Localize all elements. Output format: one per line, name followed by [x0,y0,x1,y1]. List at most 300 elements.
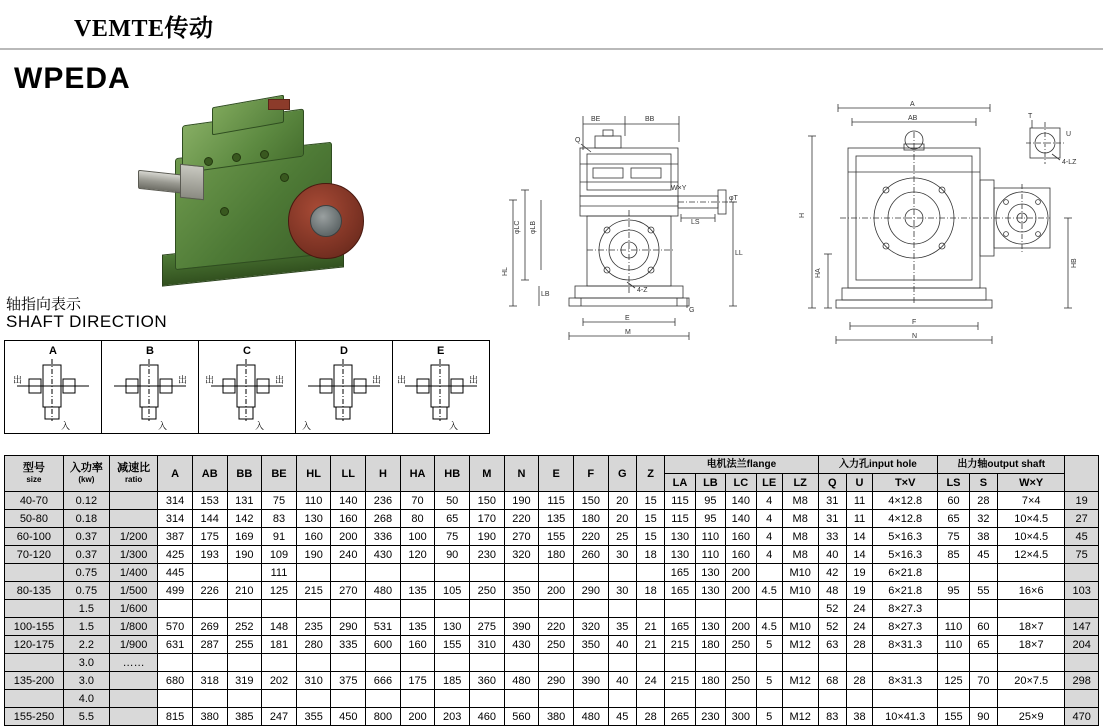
table-cell-LZ: M12 [782,672,818,690]
table-cell-HB: 185 [435,672,470,690]
svg-text:出: 出 [469,375,479,385]
col-header-a: A [158,456,193,492]
table-cell-A: 499 [158,582,193,600]
table-cell-E: 220 [539,618,574,636]
table-cell-ratio: 1/900 [109,636,157,654]
table-cell-BB [227,690,262,708]
svg-text:Q: Q [575,137,581,144]
table-cell-N [504,690,539,708]
col-header-lc: LC [726,474,756,492]
col-header-bb: BB [227,456,262,492]
table-cell-power: 3.0 [63,654,109,672]
table-cell-S [969,654,997,672]
table-cell-BE: 111 [262,564,297,582]
table-cell-F: 320 [573,618,608,636]
table-cell-F: 260 [573,546,608,564]
table-cell-E [539,654,574,672]
table-cell-BB: 252 [227,618,262,636]
table-cell-HB [435,564,470,582]
table-cell-LS [938,564,969,582]
table-cell-G [608,600,636,618]
table-cell-G: 30 [608,582,636,600]
col-header-la: LA [665,474,695,492]
table-cell-HL: 355 [296,708,331,726]
table-cell-Z [636,564,664,582]
table-cell-G: 35 [608,618,636,636]
shaft-direction-letter: D [340,345,348,357]
table-cell-S: 28 [969,492,997,510]
table-cell-A [158,600,193,618]
table-cell-LB [695,690,725,708]
table-cell-HB [435,600,470,618]
table-cell-LS [938,600,969,618]
table-cell-power: 0.18 [63,510,109,528]
table-cell-A: 631 [158,636,193,654]
col-header-ll: LL [331,456,366,492]
table-cell-H: 236 [366,492,401,510]
table-cell-size [5,600,64,618]
table-cell-N [504,564,539,582]
shaft-diagram-d-icon [296,341,392,433]
table-cell-G: 20 [608,510,636,528]
table-cell-LC: 140 [726,510,756,528]
svg-text:F: F [912,319,917,326]
table-cell-AB [192,654,227,672]
table-cell-TV: 6×21.8 [873,564,938,582]
svg-text:W×Y: W×Y [671,185,687,192]
col-header-f: F [573,456,608,492]
table-cell-HL [296,654,331,672]
table-cell-G: 45 [608,708,636,726]
table-cell-HB: 105 [435,582,470,600]
table-cell-HL: 110 [296,492,331,510]
table-cell-LE [756,564,782,582]
table-cell-LL: 200 [331,528,366,546]
table-cell-Q: 63 [818,636,846,654]
bolt-icon [232,153,241,162]
table-cell-H [366,654,401,672]
table-cell-HL [296,564,331,582]
table-cell-LL: 140 [331,492,366,510]
table-cell-F: 220 [573,528,608,546]
table-cell-weight [1065,564,1099,582]
table-cell-LA: 215 [665,636,695,654]
table-row [5,618,1099,636]
table-cell-H: 800 [366,708,401,726]
table-cell-HA [400,690,435,708]
col-header-wy: W×Y [998,474,1065,492]
svg-text:H: H [799,212,806,218]
table-cell-F: 150 [573,492,608,510]
table-cell-BB: 190 [227,546,262,564]
table-cell-BB: 210 [227,582,262,600]
table-cell-N [504,654,539,672]
table-cell-E [539,600,574,618]
col-header-u: U [846,474,872,492]
table-cell-Z: 18 [636,546,664,564]
table-cell-LE: 4 [756,510,782,528]
table-cell-LB: 110 [695,528,725,546]
table-cell-BE: 181 [262,636,297,654]
table-cell-weight: 470 [1065,708,1099,726]
table-cell-WY: 10×4.5 [998,510,1065,528]
table-cell-BB: 131 [227,492,262,510]
table-row [5,654,1099,672]
col-header-power: 入功率 (kw) [63,456,109,492]
table-cell-Z [636,600,664,618]
table-cell-LS: 110 [938,618,969,636]
table-cell-ratio: 1/500 [109,582,157,600]
svg-text:4-LZ: 4-LZ [1062,159,1077,166]
table-cell-Q: 48 [818,582,846,600]
table-cell-HL [296,600,331,618]
svg-text:出: 出 [205,375,215,385]
table-cell-BB [227,654,262,672]
table-cell-LC: 250 [726,672,756,690]
table-cell-HL: 190 [296,546,331,564]
svg-text:入: 入 [61,421,71,431]
table-cell-E [539,564,574,582]
table-cell-AB: 318 [192,672,227,690]
table-cell-LL: 375 [331,672,366,690]
table-cell-BE [262,600,297,618]
col-header-tv: T×V [873,474,938,492]
table-cell-LB: 180 [695,636,725,654]
table-cell-BB: 319 [227,672,262,690]
table-cell-LC: 250 [726,636,756,654]
table-cell-U: 14 [846,528,872,546]
table-cell-LA: 115 [665,510,695,528]
table-cell-LC: 160 [726,528,756,546]
table-cell-BE [262,690,297,708]
table-cell-S: 65 [969,636,997,654]
table-cell-power: 2.2 [63,636,109,654]
svg-text:E: E [625,315,630,322]
table-cell-LS: 85 [938,546,969,564]
table-cell-LS [938,654,969,672]
svg-text:出: 出 [275,375,285,385]
table-cell-power: 4.0 [63,690,109,708]
table-cell-AB [192,564,227,582]
table-cell-BE: 109 [262,546,297,564]
table-cell-WY: 10×4.5 [998,528,1065,546]
col-header-ab: AB [192,456,227,492]
table-cell-HL: 130 [296,510,331,528]
table-cell-A: 314 [158,510,193,528]
svg-text:φLB: φLB [530,220,537,234]
table-cell-M [470,654,505,672]
svg-text:入: 入 [158,421,168,431]
svg-text:出: 出 [372,375,382,385]
table-row [5,528,1099,546]
table-cell-weight: 75 [1065,546,1099,564]
table-cell-A [158,690,193,708]
table-cell-M: 190 [470,528,505,546]
table-cell-LC [726,600,756,618]
table-cell-size [5,564,64,582]
table-cell-M: 460 [470,708,505,726]
table-cell-power: 3.0 [63,672,109,690]
table-cell-Z: 28 [636,708,664,726]
table-cell-AB: 193 [192,546,227,564]
col-header-m: M [470,456,505,492]
shaft-direction-title [6,296,167,330]
col-header-ls: LS [938,474,969,492]
table-cell-U: 14 [846,546,872,564]
svg-text:AB: AB [908,115,918,122]
table-cell-G: 20 [608,492,636,510]
table-cell-G [608,654,636,672]
table-row [5,708,1099,726]
table-cell-A: 314 [158,492,193,510]
table-cell-Q [818,690,846,708]
model-title: WPEDA [14,62,131,95]
table-cell-M [470,690,505,708]
col-header-hb: HB [435,456,470,492]
table-cell-H: 268 [366,510,401,528]
svg-text:A: A [910,101,915,108]
table-cell-ratio [109,708,157,726]
table-cell-M: 275 [470,618,505,636]
table-cell-E: 250 [539,636,574,654]
table-cell-LZ: M8 [782,492,818,510]
table-cell-BB: 169 [227,528,262,546]
table-cell-LA: 165 [665,618,695,636]
table-cell-LB: 130 [695,618,725,636]
table-cell-M [470,564,505,582]
table-cell-HA: 135 [400,582,435,600]
svg-text:HL: HL [502,267,509,276]
table-cell-LE: 4.5 [756,618,782,636]
table-cell-power: 5.5 [63,708,109,726]
svg-text:G: G [689,307,695,314]
table-cell-G: 40 [608,672,636,690]
table-row [5,546,1099,564]
table-row [5,582,1099,600]
table-cell-LE: 4 [756,492,782,510]
table-cell-HA: 135 [400,618,435,636]
table-cell-F [573,654,608,672]
table-row [5,690,1099,708]
shaft-direction-cell-a [5,341,102,433]
table-cell-F: 350 [573,636,608,654]
table-cell-BE: 148 [262,618,297,636]
table-cell-WY: 7×4 [998,492,1065,510]
table-cell-LC: 140 [726,492,756,510]
specification-table-wrapper [4,455,1099,726]
table-cell-A: 445 [158,564,193,582]
table-cell-TV: 10×41.3 [873,708,938,726]
table-cell-AB: 175 [192,528,227,546]
svg-text:4-Z: 4-Z [637,287,648,294]
bolt-icon [220,207,229,216]
table-cell-LZ: M8 [782,510,818,528]
table-cell-HA: 175 [400,672,435,690]
table-cell-N [504,600,539,618]
table-cell-E: 380 [539,708,574,726]
table-cell-ratio: 1/400 [109,564,157,582]
table-cell-S [969,600,997,618]
col-group-output-shaft: 出力轴output shaft [938,456,1065,474]
table-cell-HA: 80 [400,510,435,528]
table-cell-LZ: M10 [782,618,818,636]
shaft-direction-letter: C [243,345,251,357]
table-cell-LA: 215 [665,672,695,690]
svg-text:LB: LB [541,291,550,298]
table-cell-LZ: M10 [782,564,818,582]
col-header-hl: HL [296,456,331,492]
table-cell-HB: 90 [435,546,470,564]
shaft-diagram-e-icon [393,341,489,433]
table-cell-E: 135 [539,510,574,528]
table-cell-AB: 380 [192,708,227,726]
table-cell-HA: 200 [400,708,435,726]
table-cell-E: 180 [539,546,574,564]
table-row [5,492,1099,510]
table-cell-LZ: M12 [782,636,818,654]
table-cell-BE: 202 [262,672,297,690]
table-cell-LC: 160 [726,546,756,564]
table-cell-S [969,690,997,708]
table-cell-LS [938,690,969,708]
table-cell-ratio [109,510,157,528]
table-cell-U: 11 [846,510,872,528]
table-cell-AB [192,600,227,618]
table-cell-LB: 110 [695,546,725,564]
table-cell-TV: 8×31.3 [873,636,938,654]
table-cell-WY: 16×6 [998,582,1065,600]
table-cell-TV: 8×31.3 [873,672,938,690]
table-cell-S [969,564,997,582]
svg-text:M: M [625,329,631,336]
col-header-h: H [366,456,401,492]
table-cell-M: 310 [470,636,505,654]
table-cell-LC: 300 [726,708,756,726]
table-cell-power: 0.37 [63,546,109,564]
svg-text:HB: HB [1071,258,1078,268]
table-cell-LS: 95 [938,582,969,600]
shaft-direction-letter: E [437,345,445,357]
table-cell-power: 0.12 [63,492,109,510]
table-cell-E: 155 [539,528,574,546]
table-cell-ratio [109,672,157,690]
table-cell-G: 25 [608,528,636,546]
table-cell-S: 45 [969,546,997,564]
table-cell-A: 570 [158,618,193,636]
table-cell-TV: 4×12.8 [873,492,938,510]
side-view-drawing [790,88,1090,358]
svg-text:出: 出 [178,375,188,385]
table-cell-Q: 31 [818,492,846,510]
table-cell-U: 28 [846,672,872,690]
table-cell-F: 480 [573,708,608,726]
table-cell-LL: 270 [331,582,366,600]
table-cell-TV [873,654,938,672]
table-cell-U: 11 [846,492,872,510]
table-cell-size: 80-135 [5,582,64,600]
table-cell-H: 600 [366,636,401,654]
table-cell-LZ: M10 [782,582,818,600]
shaft-direction-cell-e [393,341,489,433]
table-cell-LL [331,654,366,672]
table-cell-HA [400,564,435,582]
table-cell-M [470,600,505,618]
table-cell-weight: 204 [1065,636,1099,654]
table-cell-N: 350 [504,582,539,600]
shaft-direction-table [4,340,490,434]
col-header-lb: LB [695,474,725,492]
table-cell-G [608,690,636,708]
table-cell-BE: 247 [262,708,297,726]
col-header-n: N [504,456,539,492]
table-cell-BB [227,564,262,582]
table-cell-LL: 240 [331,546,366,564]
table-cell-N: 220 [504,510,539,528]
table-cell-Z: 21 [636,618,664,636]
table-cell-WY [998,600,1065,618]
col-header-lz: LZ [782,474,818,492]
table-cell-HA [400,654,435,672]
table-cell-power: 0.37 [63,528,109,546]
table-cell-power: 0.75 [63,582,109,600]
table-cell-Q: 31 [818,510,846,528]
table-cell-U: 24 [846,618,872,636]
table-cell-H [366,564,401,582]
table-cell-weight: 103 [1065,582,1099,600]
table-cell-M: 170 [470,510,505,528]
table-cell-U: 24 [846,600,872,618]
table-cell-G [608,564,636,582]
table-cell-U [846,654,872,672]
table-cell-HL [296,690,331,708]
table-row [5,636,1099,654]
table-cell-power: 1.5 [63,600,109,618]
table-row [5,564,1099,582]
table-cell-LA: 165 [665,582,695,600]
col-header-ratio: 减速比 ratio [109,456,157,492]
table-cell-size: 60-100 [5,528,64,546]
header-divider [0,48,1103,50]
shaft-direction-title-cn: 轴指向表示 [6,296,82,313]
table-cell-LB: 95 [695,510,725,528]
table-cell-weight [1065,654,1099,672]
table-cell-LL [331,564,366,582]
svg-text:HA: HA [815,268,822,278]
table-cell-F: 390 [573,672,608,690]
table-cell-AB: 144 [192,510,227,528]
col-header-le: LE [756,474,782,492]
table-cell-LB [695,654,725,672]
table-cell-LB: 180 [695,672,725,690]
shaft-diagram-c-icon [199,341,295,433]
table-cell-U: 38 [846,708,872,726]
table-cell-weight [1065,690,1099,708]
table-cell-E: 200 [539,582,574,600]
table-cell-LB: 130 [695,564,725,582]
col-header-ha: HA [400,456,435,492]
table-cell-E: 115 [539,492,574,510]
table-cell-U: 19 [846,564,872,582]
table-cell-LB: 95 [695,492,725,510]
table-cell-HA: 70 [400,492,435,510]
col-header-be: BE [262,456,297,492]
table-cell-WY: 18×7 [998,618,1065,636]
col-header-weight [1065,456,1099,492]
table-cell-LE: 5 [756,708,782,726]
table-cell-E [539,690,574,708]
table-cell-F [573,564,608,582]
table-cell-U: 19 [846,582,872,600]
